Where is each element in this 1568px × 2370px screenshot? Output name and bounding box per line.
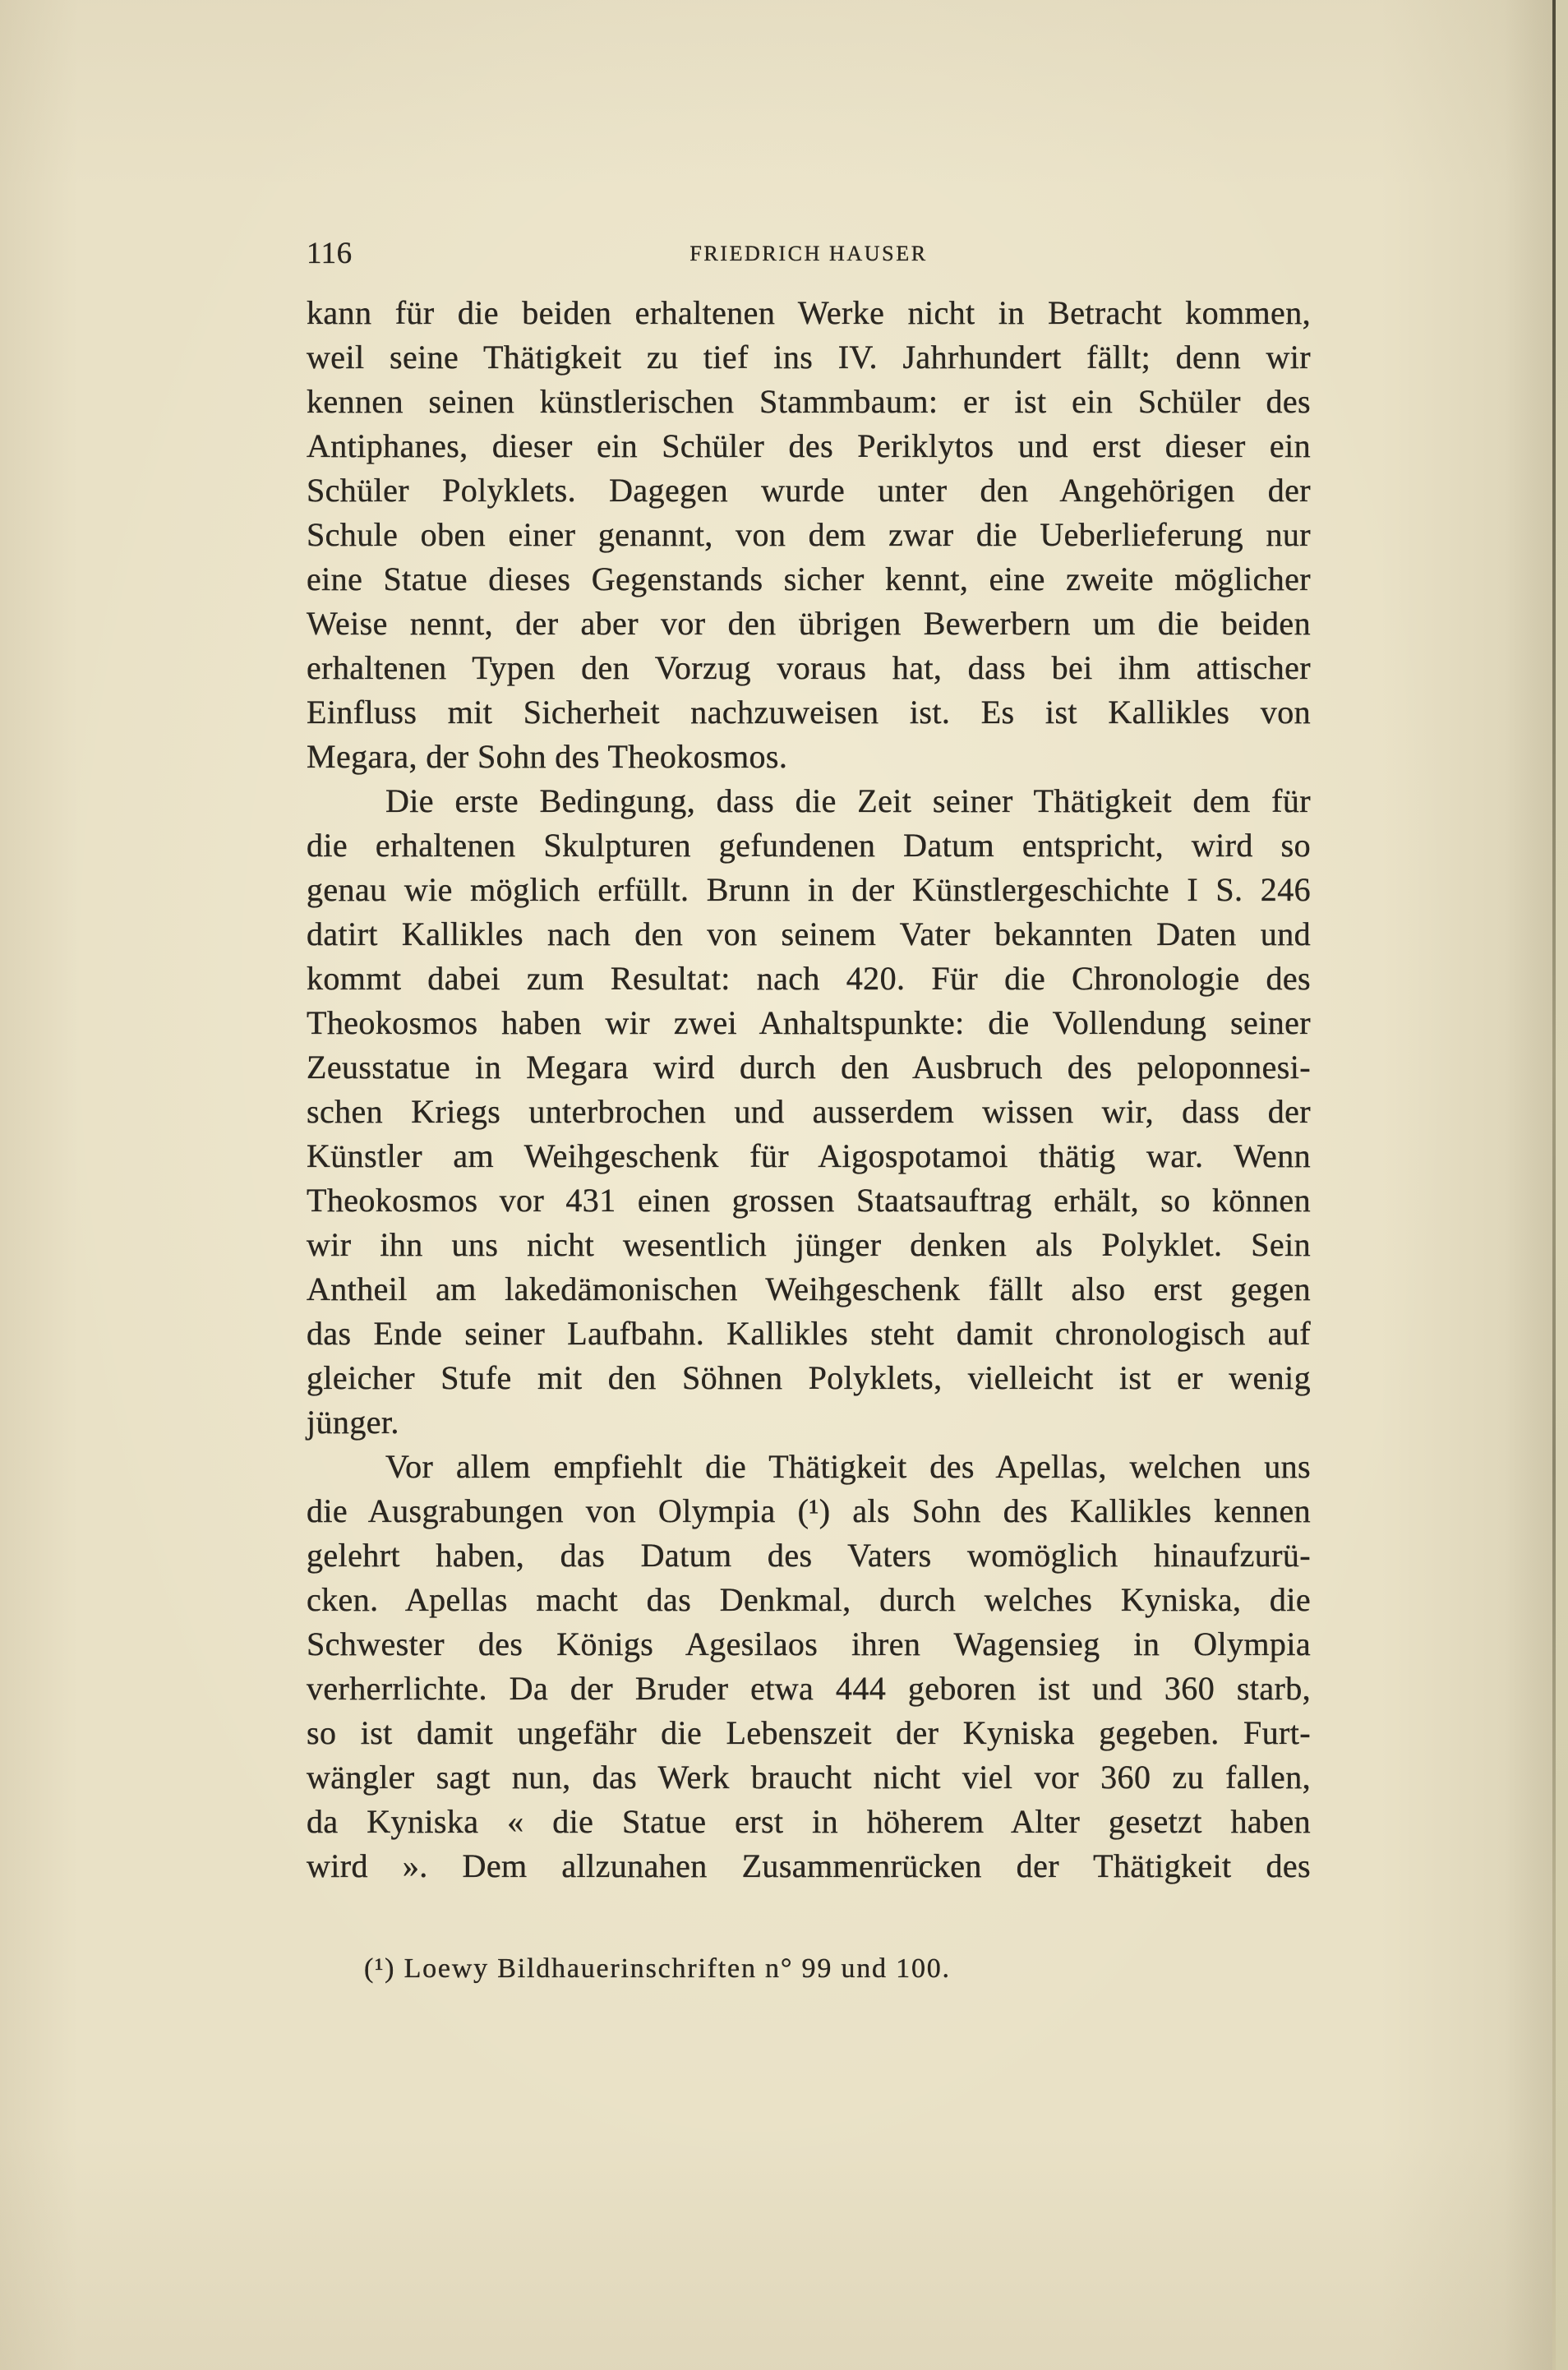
text-line: datirt Kallikles nach den von seinem Vater bekannten Daten und: [307, 915, 1311, 952]
text-line: Zeusstatue in Megara wird durch den Ausbruch des peloponnesi-: [307, 1049, 1311, 1086]
text-line: verherrlichte. Da der Bruder etwa 444 geboren ist und 360 starb,: [307, 1670, 1311, 1707]
text-line: kennen seinen künstlerischen Stammbaum: er ist ein Schüler des: [307, 383, 1311, 420]
text-line: Theokosmos haben wir zwei Anhaltspunkte: die Vollendung seiner: [307, 1004, 1311, 1041]
text-line: Weise nennt, der aber vor den übrigen Bewerbern um die beiden: [307, 605, 1311, 642]
footnote-text: Loewy Bildhauerinschriften n° 99 und 100.: [404, 1953, 951, 1984]
text-line: schen Kriegs unterbrochen und ausserdem wissen wir, dass der: [307, 1093, 1311, 1130]
text-line: Schule oben einer genannt, von dem zwar die Ueberlieferung nur: [307, 516, 1311, 553]
text-line: Künstler am Weihgeschenk für Aigospotamoi thätig war. Wenn: [307, 1137, 1311, 1174]
text-line: gelehrt haben, das Datum des Vaters womöglich hinaufzurü-: [307, 1537, 1311, 1574]
running-title: FRIEDRICH HAUSER: [689, 242, 928, 265]
text-line: Antiphanes, dieser ein Schüler des Periklytos und erst dieser ein: [307, 427, 1311, 464]
text-line: erhaltenen Typen den Vorzug voraus hat, dass bei ihm attischer: [307, 649, 1311, 686]
page-number: 116: [307, 237, 353, 270]
text-line: Einfluss mit Sicherheit nachzuweisen ist. Es ist Kallikles von: [307, 694, 1311, 731]
page-edge-strip: [1556, 0, 1568, 2370]
text-line: wir ihn uns nicht wesentlich jünger denken als Polyklet. Sein: [307, 1226, 1311, 1263]
text-line: wängler sagt nun, das Werk braucht nicht viel vor 360 zu fallen,: [307, 1759, 1311, 1796]
text-line: Die erste Bedingung, dass die Zeit seiner Thätigkeit dem für: [385, 782, 1311, 819]
text-line: Vor allem empfiehlt die Thätigkeit des Apellas, welchen uns: [385, 1448, 1311, 1485]
text-line: wird ». Dem allzunahen Zusammenrücken der Thätigkeit des: [307, 1847, 1311, 1884]
text-line: Schwester des Königs Agesilaos ihren Wagensieg in Olympia: [307, 1625, 1311, 1662]
text-line: Megara, der Sohn des Theokosmos.: [307, 738, 788, 775]
text-line: die erhaltenen Skulpturen gefundenen Datum entspricht, wird so: [307, 827, 1311, 864]
text-line: Antheil am lakedämonischen Weihgeschenk fällt also erst gegen: [307, 1270, 1311, 1307]
page-edge-shadow: [1504, 0, 1553, 2370]
text-line: Schüler Polyklets. Dagegen wurde unter den Angehörigen der: [307, 472, 1311, 509]
body-text: [307, 291, 1311, 1888]
footnote: [364, 1951, 951, 1987]
text-line: Theokosmos vor 431 einen grossen Staatsauftrag erhält, so können: [307, 1182, 1311, 1219]
paragraph: [307, 1445, 1311, 1888]
text-line: eine Statue dieses Gegenstands sicher kennt, eine zweite möglicher: [307, 560, 1311, 597]
text-line: die Ausgrabungen von Olympia (¹) als Sohn des Kallikles kennen: [307, 1492, 1311, 1529]
text-line: so ist damit ungefähr die Lebenszeit der Kyniska gegeben. Furt-: [307, 1714, 1311, 1751]
text-line: gleicher Stufe mit den Söhnen Polyklets, vielleicht ist er wenig: [307, 1359, 1311, 1396]
text-line: kann für die beiden erhaltenen Werke nicht in Betracht kommen,: [307, 294, 1311, 331]
paragraph: [307, 779, 1311, 1445]
text-line: cken. Apellas macht das Denkmal, durch welches Kyniska, die: [307, 1581, 1311, 1618]
paragraph: [307, 291, 1311, 779]
text-line: genau wie möglich erfüllt. Brunn in der Künstlergeschichte I S. 246: [307, 871, 1311, 908]
text-line: kommt dabei zum Resultat: nach 420. Für die Chronologie des: [307, 960, 1311, 997]
footnote-marker: (¹): [364, 1953, 396, 1984]
running-header: [307, 234, 1311, 274]
text-line: das Ende seiner Laufbahn. Kallikles steht damit chronologisch auf: [307, 1315, 1311, 1352]
text-line: weil seine Thätigkeit zu tief ins IV. Jahrhundert fällt; denn wir: [307, 339, 1311, 376]
text-line: jünger.: [307, 1404, 399, 1441]
text-line: da Kyniska « die Statue erst in höherem Alter gesetzt haben: [307, 1803, 1311, 1840]
